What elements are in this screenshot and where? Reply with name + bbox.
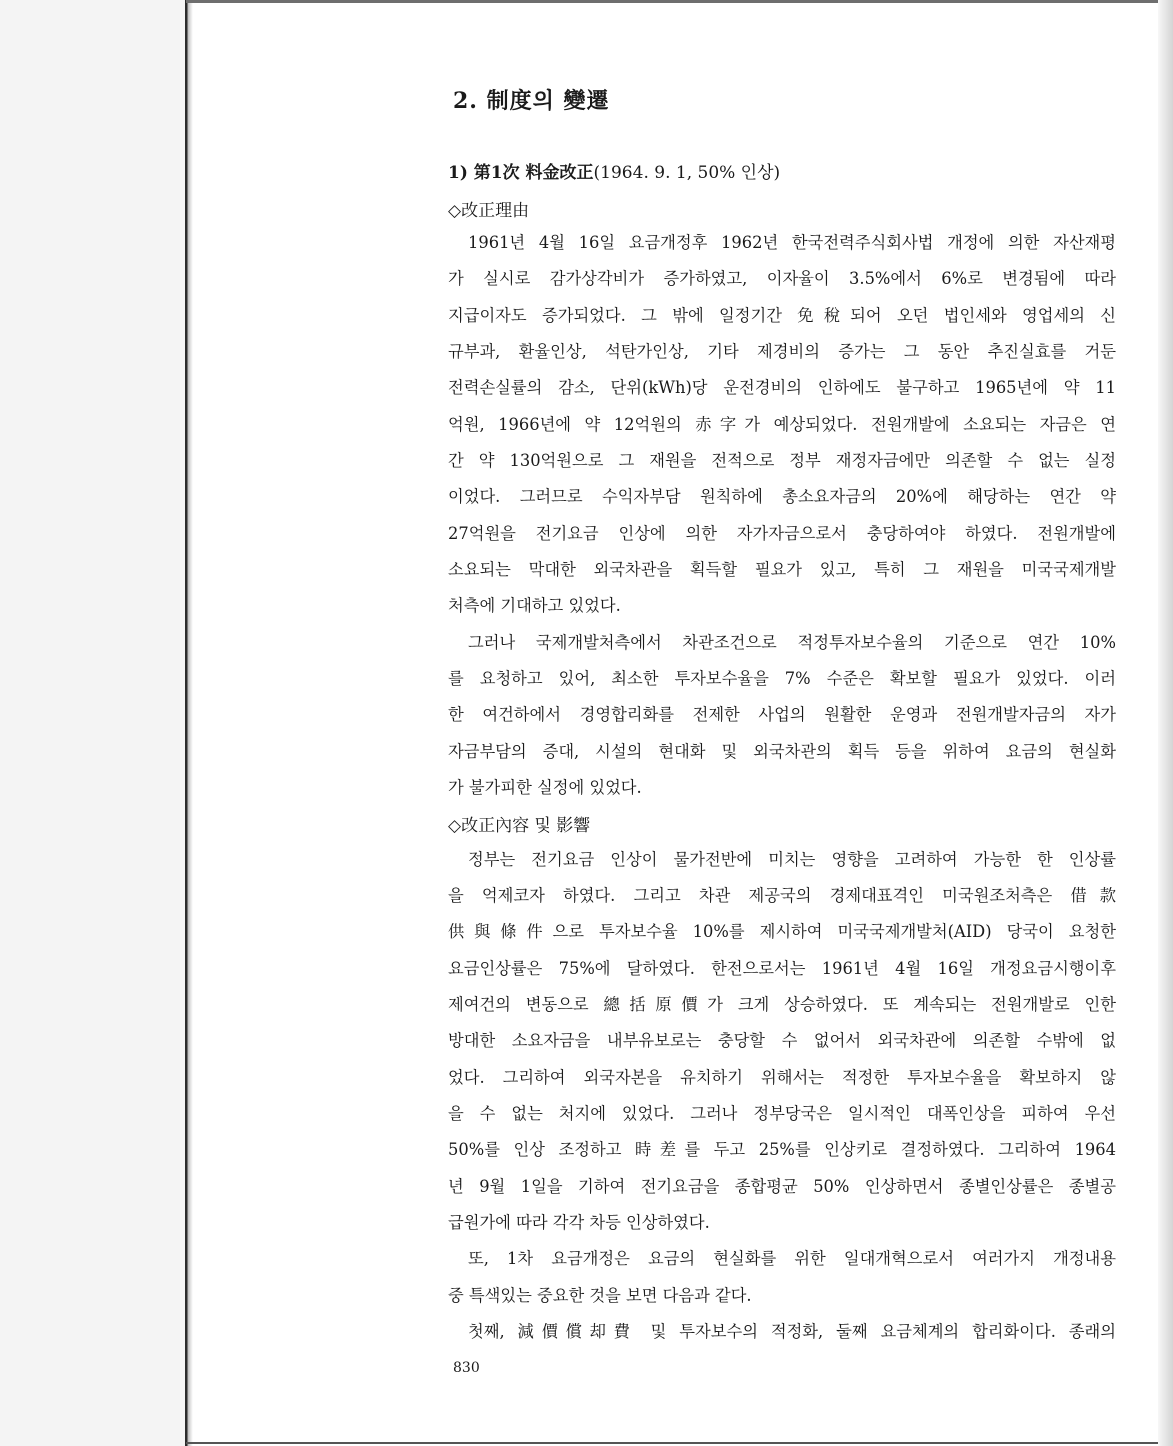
text-line: 을 억제코자 하였다. 그리고 차관 제공국의 경제대표격인 미국원조처측은 借款 [448, 886, 1116, 905]
text-line: 년 9월 1일을 기하여 전기요금을 종합평균 50% 인상하면서 종별인상률은 종별공 [448, 1177, 1116, 1196]
text-line: 중 특색있는 중요한 것을 보면 다음과 같다. [448, 1286, 752, 1305]
text-line: 이었다. 그러므로 수익자부담 원칙하에 총소요자금의 20%에 해당하는 연간 약 [448, 487, 1116, 506]
subsection-title-main: 1) 第1次 料金改正 [448, 163, 594, 183]
text-line: 50%를 인상 조정하고 時差를 두고 25%를 인상키로 결정하였다. 그리하여 1964 [448, 1140, 1116, 1159]
subsection-title [448, 158, 780, 183]
text-line: 소요되는 막대한 외국차관을 획득할 필요가 있고, 특히 그 재원을 미국국제개발 [448, 560, 1116, 579]
text-line: 처측에 기대하고 있었다. [448, 596, 621, 615]
subsection-title-date: (1964. 9. 1, 50% 인상) [593, 163, 781, 183]
text-line: 억원, 1966년에 약 12억원의 赤字가 예상되었다. 전원개발에 소요되는 자금은 연 [448, 415, 1116, 434]
text-line: 을 수 없는 처지에 있었다. 그러나 정부당국은 일시적인 대폭인상을 피하여 우선 [448, 1104, 1116, 1123]
text-line: 정부는 전기요금 인상이 물가전반에 미치는 영향을 고려하여 가능한 한 인상률 [468, 850, 1116, 869]
page-bottom-border [186, 1442, 1158, 1444]
text-line: 전력손실률의 감소, 단위(kWh)당 운전경비의 인하에도 불구하고 1965년에 약 11 [448, 378, 1116, 397]
text-line: 지급이자도 증가되었다. 그 밖에 일정기간 免稅되어 오던 법인세와 영업세의 신 [448, 306, 1116, 325]
text-line: 가 실시로 감가상각비가 증가하였고, 이자율이 3.5%에서 6%로 변경됨에 따라 [448, 269, 1116, 288]
text-line: 간 약 130억원으로 그 재원을 전적으로 정부 재정자금에만 의존할 수 없는 실정 [448, 451, 1116, 470]
text-line: 방대한 소요자금을 내부유보로는 충당할 수 없어서 외국차관에 의존할 수밖에 없 [448, 1031, 1116, 1050]
scan-left-margin [0, 0, 185, 1446]
text-line: 27억원을 전기요금 인상에 의한 자가자금으로서 충당하여야 하였다. 전원개발에 [448, 524, 1116, 543]
text-line: 요금인상률은 75%에 달하였다. 한전으로서는 1961년 4월 16일 개정요금시행이후 [448, 959, 1116, 978]
text-line: 규부과, 환율인상, 석탄가인상, 기타 제경비의 증가는 그 동안 추진실효를 거둔 [448, 342, 1116, 361]
text-line: 자금부담의 증대, 시설의 현대화 및 외국차관의 획득 등을 위하여 요금의 현실화 [448, 742, 1116, 761]
heading-reason: ◇改正理由 [448, 201, 530, 221]
text-line: 급원가에 따라 각각 차등 인상하였다. [448, 1213, 710, 1232]
text-line: 제여건의 변동으로 總括原價가 크게 상승하였다. 또 계속되는 전원개발로 인한 [448, 995, 1116, 1014]
text-line: 었다. 그리하여 외국자본을 유치하기 위해서는 적정한 투자보수율을 확보하지 않 [448, 1068, 1116, 1087]
text-line: 또, 1차 요금개정은 요금의 현실화를 위한 일대개혁으로서 여러가지 개정내용 [468, 1249, 1116, 1268]
page-top-border [186, 0, 1158, 3]
text-line: 供與條件으로 투자보수율 10%를 제시하여 미국국제개발처(AID) 당국이 요청한 [448, 922, 1116, 941]
text-line: 한 여건하에서 경영합리화를 전제한 사업의 원활한 운영과 전원개발자금의 자가 [448, 705, 1116, 724]
text-line: 를 요청하고 있어, 최소한 투자보수율을 7% 수준은 확보할 필요가 있었다. 이러 [448, 669, 1116, 688]
page-right-shadow [1158, 0, 1173, 1446]
book-spine-edge [185, 0, 193, 1446]
page-number: 830 [453, 1360, 480, 1376]
text-line: 가 불가피한 실정에 있었다. [448, 778, 642, 797]
text-line: 그러나 국제개발처측에서 차관조건으로 적정투자보수율의 기준으로 연간 10% [468, 633, 1116, 652]
text-line: 1961년 4월 16일 요금개정후 1962년 한국전력주식회사법 개정에 의한 자산재평 [468, 233, 1116, 252]
text-line: 첫째, 減價償却費 및 투자보수의 적정화, 둘째 요금체계의 합리화이다. 종래의 [468, 1322, 1116, 1341]
heading-content: ◇改正內容 및 影響 [448, 816, 591, 836]
section-title: 2. 制度의 變遷 [453, 88, 610, 114]
